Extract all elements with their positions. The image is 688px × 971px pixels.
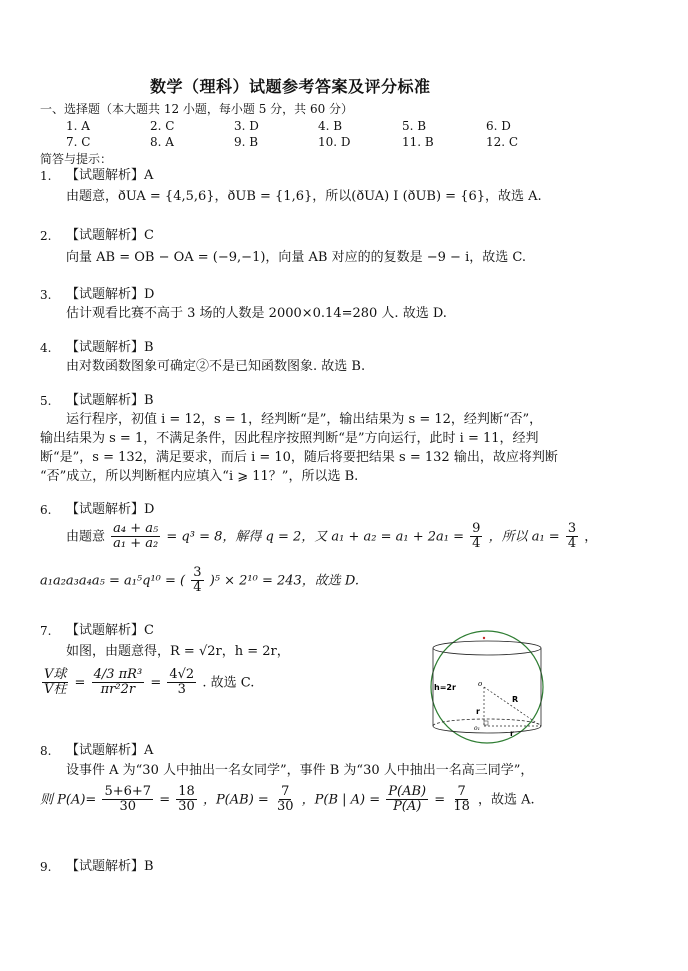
q8-f2-num: 18	[178, 784, 195, 799]
q7-big-num: 4/3 πR³	[93, 667, 143, 682]
q4-label: 【试题解析】B	[66, 340, 154, 355]
q5-line-2: 输出结果为 s = 1，不满足条件，因此程序按照判断“是”方向运行，此时 i = 11，经判	[40, 431, 539, 446]
q8-fraction-1	[102, 785, 153, 815]
q8-fraction-5	[451, 785, 472, 815]
top-center-dot	[483, 637, 485, 639]
q8-f3-den: 30	[276, 799, 294, 815]
answer-4: 4. B	[318, 119, 343, 133]
q6-fraction-1	[111, 522, 160, 552]
answer-2: 2. C	[150, 119, 175, 133]
q5-line-3: 断“是”，s = 132，满足要求，而后 i = 10，随后将要把结果 s = 132 输出，故应将判断	[40, 450, 558, 465]
q6-l2-suffix: )⁵ × 2¹⁰ = 243，故选 D.	[209, 573, 360, 589]
q6-f4-num: 3	[193, 565, 202, 580]
q7-end: . 故选 C.	[202, 675, 255, 691]
q8-fraction-2	[176, 785, 197, 815]
sphere-cylinder-figure	[420, 630, 555, 745]
q9-number: 9.	[40, 860, 52, 874]
q6-end: ，	[584, 529, 598, 545]
q7-v-num: V球	[44, 667, 67, 682]
q6-l2-prefix: a₁a₂a₃a₄a₅ = a₁⁵q¹⁰ = (	[40, 573, 186, 589]
answer-12: 12. C	[486, 135, 519, 149]
q1-number: 1.	[40, 169, 52, 183]
q8-line-2	[40, 785, 535, 815]
fig-label-R: R	[512, 695, 519, 704]
q6-line-2	[40, 566, 359, 596]
q6-f3-num: 3	[567, 521, 577, 536]
q7-v-den: V柱	[44, 682, 67, 698]
q8-label: 【试题解析】A	[66, 743, 154, 758]
q5-line-4: “否”成立，所以判断框内应填入“i ⩾ 11？”，所以选 B.	[40, 469, 359, 484]
q6-f2-den: 4	[472, 536, 481, 552]
q5-number: 5.	[40, 394, 52, 408]
q8-f2-den: 30	[178, 799, 195, 815]
fig-label-r-vertical: r	[476, 707, 480, 716]
q7-big-fraction	[92, 668, 145, 698]
q8-f5-num: 7	[457, 784, 466, 799]
q7-result-fraction	[167, 668, 196, 698]
q7-equals: =	[74, 675, 86, 691]
q7-line-1: 如图，由题意得，R = √2r，h = 2r，	[66, 644, 290, 659]
answer-5: 5. B	[402, 119, 427, 133]
q8-fraction-3	[275, 785, 296, 815]
cylinder-bottom-front	[433, 726, 541, 733]
q4-line: 由对数函数图象可确定②不是已知函数图象. 故选 B.	[66, 359, 366, 374]
answer-3: 3. D	[234, 119, 259, 133]
q6-number: 6.	[40, 503, 52, 517]
q7-equals-2: =	[150, 675, 162, 691]
section-heading: 一、选择题（本大题共 12 小题，每小题 5 分，共 60 分）	[40, 102, 354, 116]
q8-fraction-4	[386, 785, 428, 815]
q8-equals-2: =	[434, 792, 446, 808]
q8-f4-num: P(AB)	[388, 784, 427, 799]
answer-10: 10. D	[318, 135, 351, 149]
fig-label-o: o	[478, 680, 483, 688]
q2-number: 2.	[40, 229, 52, 243]
q8-mid-2: ，P(B | A) =	[301, 792, 381, 808]
q6-prefix: 由题意	[66, 529, 106, 545]
q8-f1-num: 5+6+7	[104, 784, 152, 799]
q6-f2-num: 9	[472, 521, 481, 536]
q7-volume-ratio	[42, 668, 68, 698]
q3-line: 估计观看比赛不高于 3 场的人数是 2000×0.14=280 人. 故选 D.	[66, 306, 447, 321]
q5-line-1: 运行程序，初值 i = 12，s = 1，经判断“是”，输出结果为 s = 12，经判断“否”，	[66, 412, 543, 427]
q6-f1-num: a₄ + a₅	[113, 521, 159, 536]
q8-f1-den: 30	[119, 799, 137, 815]
q6-fraction-2	[470, 522, 482, 552]
q2-label: 【试题解析】C	[66, 228, 154, 243]
q6-label: 【试题解析】D	[66, 502, 155, 517]
q7-r-num: 4√2	[169, 667, 195, 682]
answer-9: 9. B	[234, 135, 259, 149]
q9-label: 【试题解析】B	[66, 859, 154, 874]
q6-fraction-4	[191, 566, 203, 596]
q2-line: 向量 AB = OB − OA = (−9,−1)，向量 AB 对应的的复数是 −9 − i，故选 C.	[66, 250, 526, 265]
right-angle-mark	[484, 721, 488, 725]
q6-mid-2: ，所以 a₁ =	[488, 529, 560, 545]
q8-mid-1: ，P(AB) =	[202, 792, 269, 808]
q8-end: ，故选 A.	[478, 792, 535, 808]
answer-11: 11. B	[402, 135, 434, 149]
answer-8: 8. A	[150, 135, 174, 149]
q8-f3-num: 7	[281, 784, 290, 799]
hints-heading: 简答与提示：	[40, 152, 113, 166]
q7-r-den: 3	[177, 682, 186, 698]
q6-f1-den: a₁ + a₂	[113, 536, 159, 552]
answer-6: 6. D	[486, 119, 511, 133]
answer-1: 1. A	[66, 119, 90, 133]
fig-label-r: r	[510, 729, 514, 738]
q3-label: 【试题解析】D	[66, 287, 155, 302]
q6-fraction-3	[566, 522, 578, 552]
fig-label-h: h=2r	[434, 683, 456, 692]
answer-7: 7. C	[66, 135, 91, 149]
q7-number: 7.	[40, 624, 52, 638]
q6-line-1	[66, 522, 597, 552]
fig-label-o1: o₁	[474, 725, 481, 732]
page-title: 数学（理科）试题参考答案及评分标准	[150, 77, 431, 96]
q6-f3-den: 4	[567, 536, 577, 552]
q6-mid-1: = q³ = 8，解得 q = 2，又 a₁ + a₂ = a₁ + 2a₁ =	[166, 529, 465, 545]
q7-label: 【试题解析】C	[66, 623, 154, 638]
q4-number: 4.	[40, 341, 52, 355]
q3-number: 3.	[40, 288, 52, 302]
q5-label: 【试题解析】B	[66, 393, 154, 408]
cylinder-top	[433, 641, 541, 655]
q8-prefix: 则 P(A)=	[40, 792, 97, 808]
q7-line-2	[40, 668, 254, 698]
q8-f4-den: P(A)	[393, 799, 422, 815]
q8-number: 8.	[40, 744, 52, 758]
q7-big-den: πr²2r	[100, 682, 136, 698]
q6-f4-den: 4	[193, 580, 202, 596]
q1-label: 【试题解析】A	[66, 168, 154, 183]
q1-line: 由题意，ðUA = {4,5,6}，ðUB = {1,6}，所以(ðUA) I (ðUB) = {6}，故选 A.	[66, 189, 542, 204]
q8-f5-den: 18	[453, 799, 470, 815]
q8-line-1: 设事件 A 为“30 人中抽出一名女同学”，事件 B 为“30 人中抽出一名高三同学”，	[66, 763, 534, 778]
q8-equals-1: =	[159, 792, 171, 808]
